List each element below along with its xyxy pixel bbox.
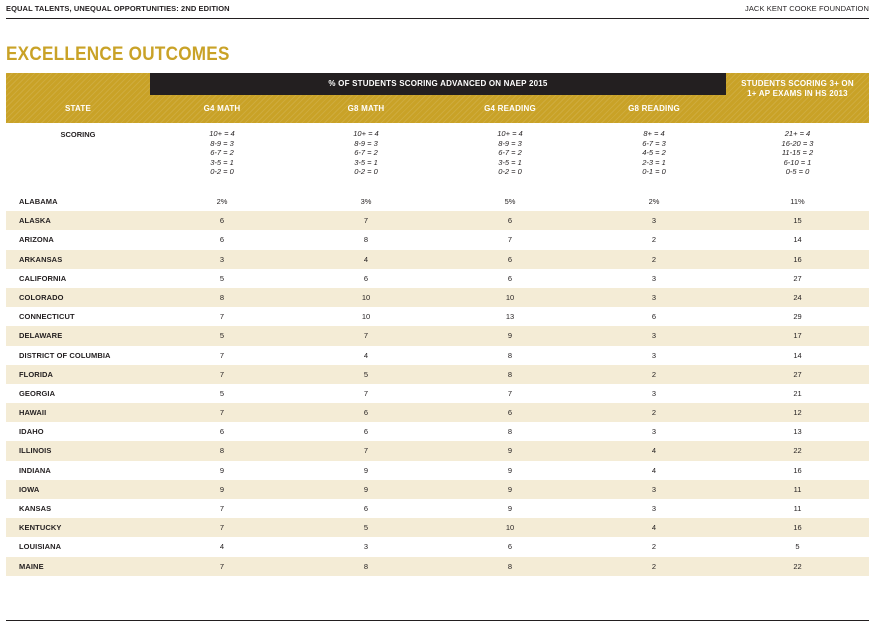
- g4-math-value: 7: [219, 369, 225, 379]
- g4-reading-value: 10: [505, 292, 515, 302]
- section-title: EXCELLENCE OUTCOMES: [6, 44, 230, 65]
- state-name: ILLINOIS: [19, 446, 52, 456]
- state-name: COLORADO: [19, 292, 64, 302]
- g8-math-value: 5: [363, 523, 369, 533]
- g4-reading-value: 13: [505, 312, 515, 322]
- state-name: KANSAS: [19, 504, 52, 513]
- scoring-g4-math: 10+ = 4 8-9 = 3 6-7 = 2 3-5 = 1 0-2 = 0: [209, 129, 235, 177]
- g8-reading-value: 3: [651, 504, 657, 513]
- scoring-legend: [6, 124, 869, 190]
- g8-math-value: 7: [363, 388, 369, 398]
- g4-reading-value: 8: [507, 427, 513, 437]
- ap-exams-value: 16: [793, 523, 802, 533]
- footer-divider: [6, 620, 869, 621]
- table-row: [6, 211, 869, 230]
- ap-exams-value: 16: [793, 465, 802, 475]
- g4-math-value: 7: [219, 312, 225, 322]
- g8-math-value: 9: [363, 465, 369, 475]
- column-header-g4-math: G4 MATH: [203, 104, 241, 113]
- g8-math-value: 7: [363, 331, 369, 341]
- g4-math-value: 5: [219, 388, 225, 398]
- g4-math-value: 4: [219, 542, 225, 552]
- g4-reading-value: 8: [507, 369, 513, 379]
- ap-exams-value: 21: [793, 388, 802, 398]
- table-row: [6, 365, 869, 384]
- table-row: [6, 192, 869, 211]
- g4-reading-value: 6: [507, 254, 513, 264]
- state-name: LOUISIANA: [19, 542, 62, 552]
- g8-reading-value: 4: [651, 446, 657, 456]
- g4-reading-value: 6: [507, 273, 513, 283]
- table-row: [6, 250, 869, 269]
- page-header: [6, 4, 869, 16]
- table-row: [6, 346, 869, 365]
- table-row: [6, 269, 869, 288]
- g4-math-value: 2%: [216, 197, 228, 206]
- g4-reading-value: 9: [507, 484, 513, 494]
- g4-math-value: 6: [219, 235, 225, 245]
- g4-math-value: 6: [219, 427, 225, 437]
- ap-exams-value: 15: [793, 216, 802, 226]
- g8-math-value: 9: [363, 484, 369, 494]
- g4-reading-value: 5%: [504, 197, 516, 206]
- table-row: [6, 403, 869, 422]
- state-name: ALASKA: [19, 216, 51, 226]
- state-name: CONNECTICUT: [19, 312, 75, 322]
- state-name: ARIZONA: [19, 235, 54, 245]
- g8-reading-value: 3: [651, 273, 657, 283]
- g8-math-value: 6: [363, 504, 369, 513]
- state-name: DISTRICT OF COLUMBIA: [19, 350, 111, 360]
- ap-exams-value: 12: [793, 408, 802, 418]
- g8-math-value: 8: [363, 235, 369, 245]
- state-table-body: [6, 192, 869, 576]
- g4-reading-value: 6: [507, 542, 513, 552]
- column-header-g8-reading: G8 READING: [628, 104, 680, 113]
- state-name: ARKANSAS: [19, 254, 63, 264]
- g4-math-value: 7: [219, 408, 225, 418]
- state-name: IOWA: [19, 484, 40, 494]
- state-name: GEORGIA: [19, 388, 56, 398]
- g4-reading-value: 7: [507, 235, 513, 245]
- table-row: [6, 480, 869, 499]
- table-row: [6, 499, 869, 518]
- column-header-g4-reading: G4 READING: [484, 104, 536, 113]
- g8-reading-value: 3: [651, 216, 657, 226]
- column-header-state: STATE: [64, 104, 92, 113]
- g8-reading-value: 2: [651, 542, 657, 552]
- ap-exams-value: 24: [793, 292, 802, 302]
- g4-math-value: 6: [219, 216, 225, 226]
- g4-math-value: 7: [219, 523, 225, 533]
- ap-exams-value: 16: [793, 254, 802, 264]
- g4-math-value: 7: [219, 561, 225, 571]
- state-name: KENTUCKY: [19, 523, 62, 533]
- state-name: MAINE: [19, 561, 44, 571]
- g8-math-value: 5: [363, 369, 369, 379]
- scoring-g4-reading: 10+ = 4 8-9 = 3 6-7 = 2 3-5 = 1 0-2 = 0: [497, 129, 523, 177]
- g8-math-value: 7: [363, 446, 369, 456]
- g8-math-value: 4: [363, 350, 369, 360]
- g4-math-value: 7: [219, 504, 225, 513]
- ap-exams-value: 22: [793, 446, 802, 456]
- g8-reading-value: 2: [651, 408, 657, 418]
- g4-math-value: 9: [219, 465, 225, 475]
- g4-reading-value: 10: [505, 523, 515, 533]
- g8-math-value: 6: [363, 408, 369, 418]
- g8-reading-value: 2: [651, 561, 657, 571]
- g8-math-value: 10: [361, 292, 371, 302]
- g8-reading-value: 6: [651, 312, 657, 322]
- ap-exams-value: 11%: [790, 197, 805, 206]
- g8-math-value: 6: [363, 273, 369, 283]
- g8-reading-value: 2%: [648, 197, 660, 206]
- g4-math-value: 8: [219, 292, 225, 302]
- g8-reading-value: 2: [651, 235, 657, 245]
- g8-math-value: 4: [363, 254, 369, 264]
- ap-exams-value: 11: [793, 484, 802, 494]
- report-title: EQUAL TALENTS, UNEQUAL OPPORTUNITIES: 2ND EDITION: [6, 4, 230, 13]
- ap-exams-value: 14: [793, 350, 802, 360]
- g8-math-value: 3: [363, 542, 369, 552]
- g8-reading-value: 3: [651, 427, 657, 437]
- g4-reading-value: 6: [507, 216, 513, 226]
- g8-reading-value: 3: [651, 292, 657, 302]
- organization-name: JACK KENT COOKE FOUNDATION: [744, 4, 869, 13]
- state-name: INDIANA: [19, 465, 51, 475]
- ap-exams-value: 27: [793, 273, 802, 283]
- g4-reading-value: 8: [507, 350, 513, 360]
- g4-math-value: 8: [219, 446, 225, 456]
- table-row: [6, 288, 869, 307]
- g4-math-value: 7: [219, 350, 225, 360]
- g8-reading-value: 4: [651, 523, 657, 533]
- g4-reading-value: 8: [507, 561, 513, 571]
- scoring-ap-exams: 21+ = 4 16-20 = 3 11-15 = 2 6-10 = 1 0-5 = 0: [781, 129, 814, 177]
- table-row: [6, 441, 869, 460]
- g4-reading-value: 6: [507, 408, 513, 418]
- scoring-g8-reading: 8+ = 4 6-7 = 3 4-5 = 2 2-3 = 1 0-1 = 0: [642, 129, 666, 177]
- state-name: FLORIDA: [19, 369, 54, 379]
- g4-reading-value: 7: [507, 388, 513, 398]
- g4-math-value: 5: [219, 331, 225, 341]
- g8-math-value: 6: [363, 427, 369, 437]
- state-name: CALIFORNIA: [19, 273, 67, 283]
- table-row: [6, 384, 869, 403]
- ap-exams-value: 17: [793, 331, 802, 341]
- g4-math-value: 5: [219, 273, 225, 283]
- table-row: [6, 230, 869, 249]
- g8-reading-value: 3: [651, 388, 657, 398]
- g4-reading-value: 9: [507, 446, 513, 456]
- state-name: DELAWARE: [19, 331, 63, 341]
- g4-reading-value: 9: [507, 465, 513, 475]
- g8-math-value: 8: [363, 561, 369, 571]
- ap-exams-value: 22: [793, 561, 802, 571]
- table-row: [6, 307, 869, 326]
- state-name: IDAHO: [19, 427, 44, 437]
- ap-exams-value: 27: [793, 369, 802, 379]
- g8-reading-value: 3: [651, 484, 657, 494]
- table-row: [6, 518, 869, 537]
- scoring-g8-math: 10+ = 4 8-9 = 3 6-7 = 2 3-5 = 1 0-2 = 0: [353, 129, 379, 177]
- ap-exams-value: 11: [793, 504, 802, 513]
- table-row: [6, 326, 869, 345]
- g4-reading-value: 9: [507, 504, 513, 513]
- g4-math-value: 3: [219, 254, 225, 264]
- ap-exams-value: 14: [793, 235, 802, 245]
- state-name: HAWAII: [19, 408, 47, 418]
- scoring-label: SCORING: [60, 130, 96, 139]
- g8-reading-value: 2: [651, 369, 657, 379]
- ap-exams-value: 5: [795, 542, 800, 552]
- g4-reading-value: 9: [507, 331, 513, 341]
- ap-exams-value: 29: [793, 312, 802, 322]
- g8-reading-value: 3: [651, 350, 657, 360]
- g8-math-value: 7: [363, 216, 369, 226]
- g4-math-value: 9: [219, 484, 225, 494]
- naep-group-header: % OF STUDENTS SCORING ADVANCED ON NAEP 2015: [150, 73, 726, 95]
- table-row: [6, 537, 869, 556]
- column-header-g8-math: G8 MATH: [347, 104, 385, 113]
- column-header-ap-exams: STUDENTS SCORING 3+ ON 1+ AP EXAMS IN HS 2013: [741, 79, 854, 98]
- g8-reading-value: 2: [651, 254, 657, 264]
- ap-exams-value: 13: [793, 427, 802, 437]
- g8-reading-value: 3: [651, 331, 657, 341]
- g8-math-value: 3%: [360, 197, 372, 206]
- table-row: [6, 461, 869, 480]
- table-row: [6, 557, 869, 576]
- g8-math-value: 10: [361, 312, 371, 322]
- header-divider: [6, 18, 869, 19]
- g8-reading-value: 4: [651, 465, 657, 475]
- table-header: [6, 73, 869, 123]
- table-row: [6, 422, 869, 441]
- state-name: ALABAMA: [19, 197, 58, 206]
